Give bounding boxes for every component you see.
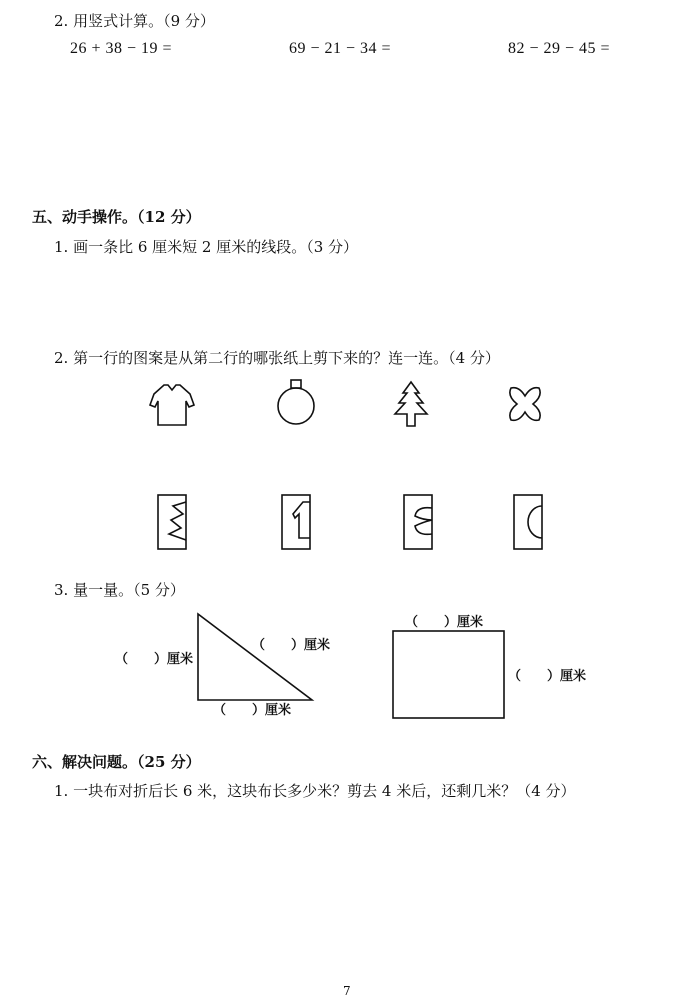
rectangle-figure — [392, 630, 506, 720]
section5-q2: 2. 第一行的图案是从第二行的哪张纸上剪下来的？连一连。（4 分） — [54, 349, 500, 367]
folded-paper-leaf-icon — [401, 492, 437, 552]
tree-shape-icon — [389, 380, 433, 428]
shirt-shape-icon — [146, 383, 198, 427]
four-petal-shape-icon — [505, 384, 545, 424]
rectangle-right-measure: （ ）厘米 — [508, 669, 587, 684]
triangle-left-measure: （ ）厘米 — [115, 652, 194, 667]
triangle-hypotenuse-measure: （ ）厘米 — [252, 638, 331, 653]
equation-1: 26 + 38 − 19 = — [70, 40, 173, 57]
section5-q3: 3. 量一量。（5 分） — [54, 581, 185, 599]
section5-q1: 1. 画一条比 6 厘米短 2 厘米的线段。（3 分） — [54, 238, 359, 256]
folded-paper-zigzag-icon — [155, 492, 191, 552]
rectangle-top-measure: （ ）厘米 — [405, 615, 484, 630]
right-triangle-figure — [196, 612, 316, 702]
round-ornament-shape-icon — [276, 378, 316, 426]
section6-q1: 1. 一块布对折后长 6 米，这块布长多少米？剪去 4 米后，还剩几米？（4 分） — [54, 782, 576, 800]
section5-title: 五、动手操作。（12 分） — [32, 208, 201, 226]
equation-3: 82 − 29 − 45 = — [508, 40, 611, 57]
triangle-bottom-measure: （ ）厘米 — [213, 703, 292, 718]
section6-title: 六、解决问题。（25 分） — [32, 753, 201, 771]
folded-paper-half-shirt-icon — [279, 492, 315, 552]
page-number: 7 — [343, 984, 351, 998]
q2-title: 2. 用竖式计算。（9 分） — [54, 12, 215, 30]
equation-2: 69 − 21 − 34 = — [289, 40, 392, 57]
folded-paper-arc-icon — [511, 492, 547, 552]
